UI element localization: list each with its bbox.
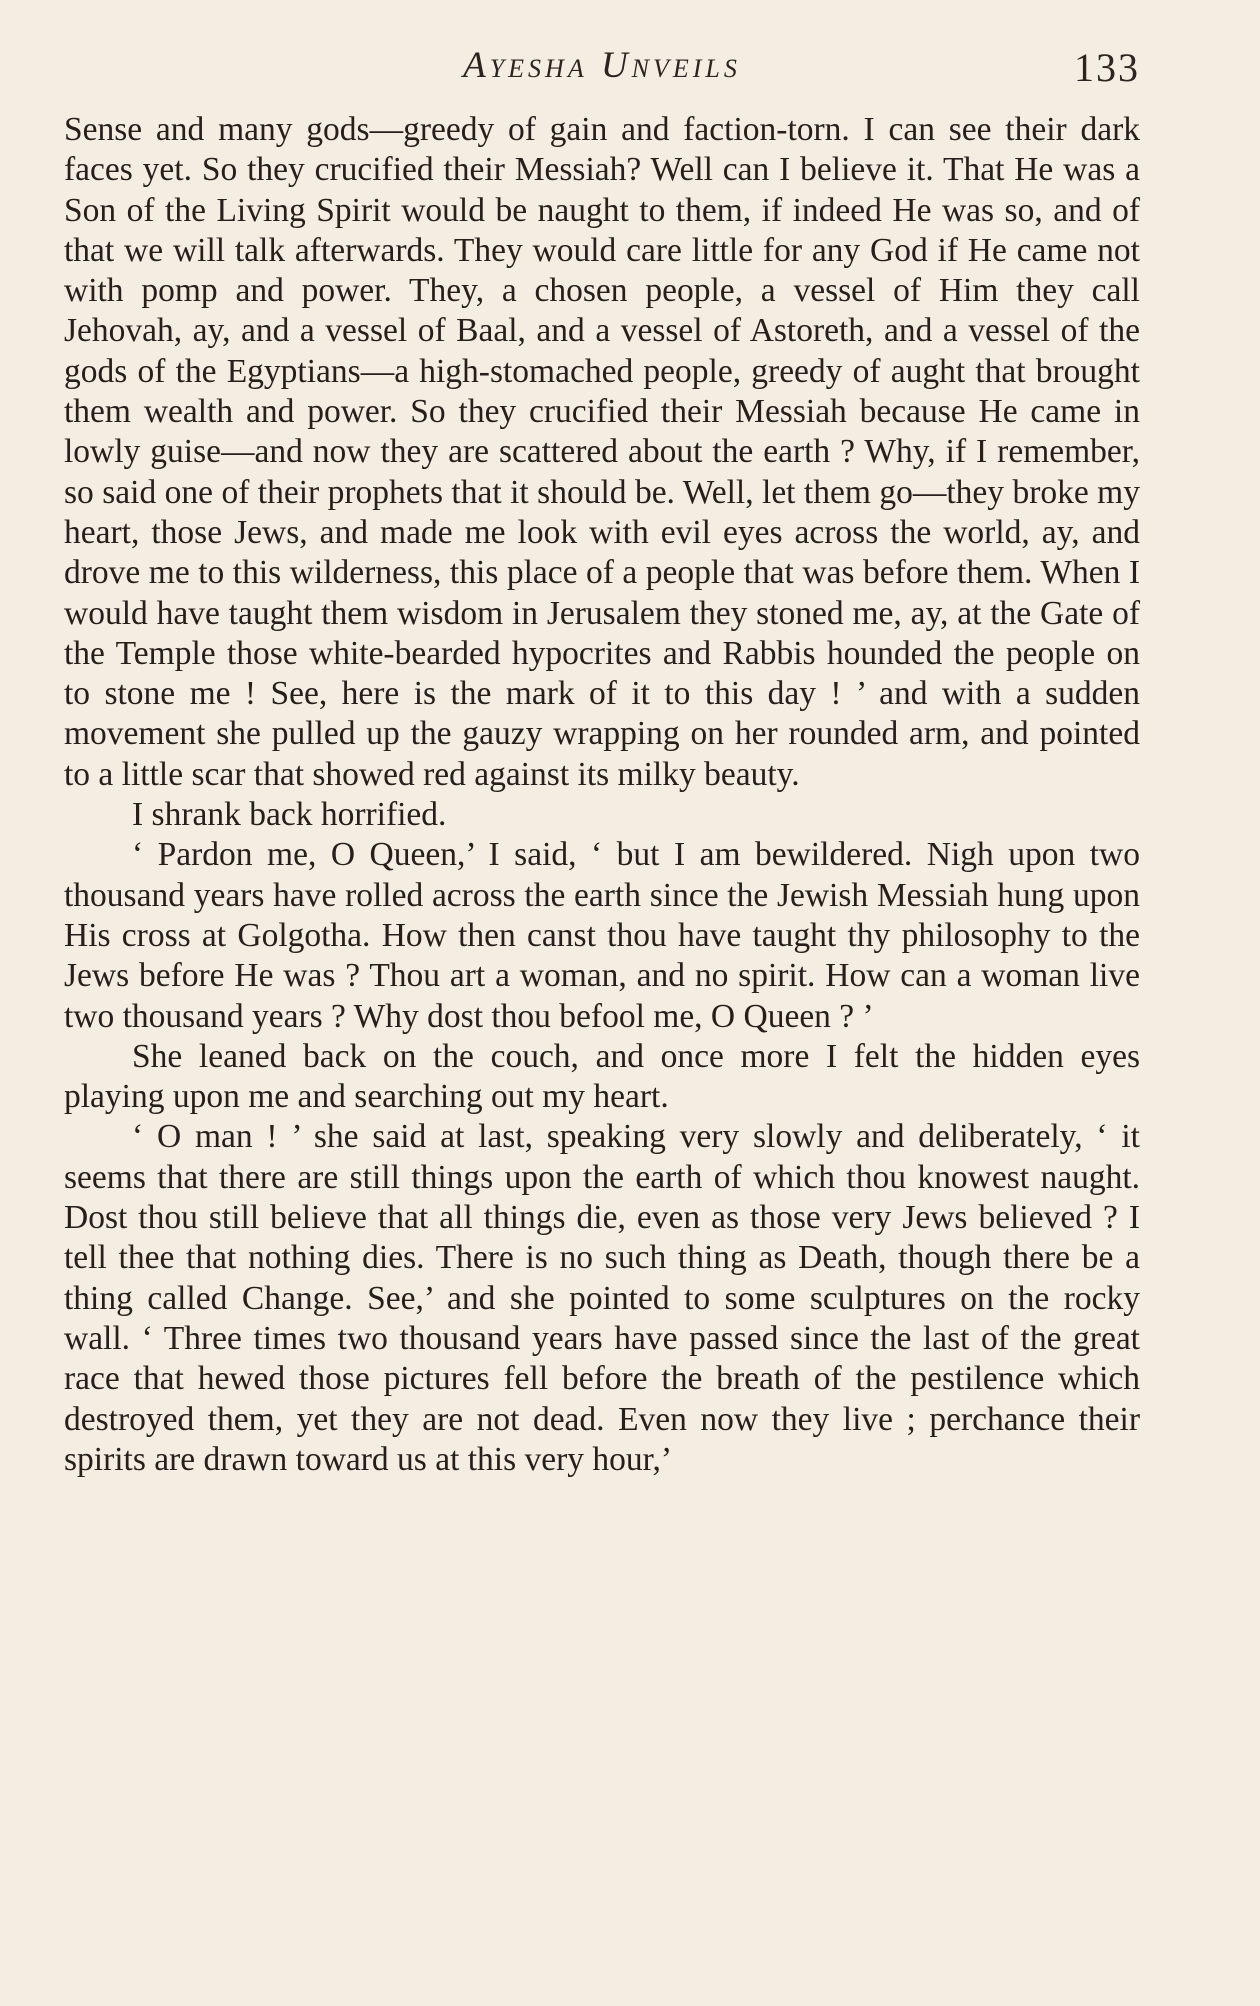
page-number: 133: [1074, 45, 1140, 90]
paragraph: ‘ Pardon me, O Queen,’ I said, ‘ but I am bewildered. Nigh upon two thousand years have rolled across the earth since the Jewish Messiah hung upon His cross at Golgotha. How then canst thou have taught thy philosophy to the Jews before He was ? Thou art a woman, and no spirit. How can a woman live two thousand years ? Why dost thou befool me, O Queen ? ’: [64, 836, 1140, 1035]
running-title: Ayesha Unveils: [463, 45, 741, 86]
paragraph: ‘ O man ! ’ she said at last, speaking very slowly and deliberately, ‘ it seems that there are still things upon the earth of which thou knowest naught. Dost thou still believe that all things die, even as those very Jews believed ? I tell thee that nothing dies. There is no such thing as Death, though there be a thing called Change. See,’ and she pointed to some sculptures on the rocky wall. ‘ Three times two thousand years have passed since the last of the great race that hewed those pictures fell before the breath of the pestilence which destroyed them, yet they are not dead. Even now they live ; perchance their spirits are drawn toward us at this very hour,’: [64, 1118, 1140, 1478]
running-head: [64, 44, 1140, 94]
paragraph: I shrank back horrified.: [132, 796, 447, 834]
paragraph-continued: Sense and many gods—greedy of gain and faction-torn. I can see their dark faces yet. So they crucified their Messiah? Well can I believe it. That He was a Son of the Living Spirit would be naught to them, if indeed He was so, and of that we will talk afterwards. They would care little for any God if He came not with pomp and power. They, a chosen people, a vessel of Him they call Jehovah, ay, and a vessel of Baal, and a vessel of Astoreth, and a vessel of the gods of the Egyptians—a high-stomached people, greedy of aught that brought them wealth and power. So they crucified their Messiah because He came in lowly guise—and now they are scattered about the earth ? Why, if I remember, so said one of their prophets that it should be. Well, let them go—they broke my heart, those Jews, and made me look with evil eyes across the world, ay, and drove me to this wilderness, this place of a people that was before them. When I would have taught them wisdom in Jerusalem they stoned me, ay, at the Gate of the Temple those white-bearded hypocrites and Rabbis hounded the people on to stone me ! See, here is the mark of it to this day ! ’ and with a sudden movement she pulled up the gauzy wrapping on her rounded arm, and pointed to a little scar that showed red against its milky beauty.: [64, 111, 1140, 793]
body-text: [64, 110, 1140, 1480]
paragraph: She leaned back on the couch, and once more I felt the hidden eyes playing upon me and searching out my heart.: [64, 1037, 1140, 1116]
